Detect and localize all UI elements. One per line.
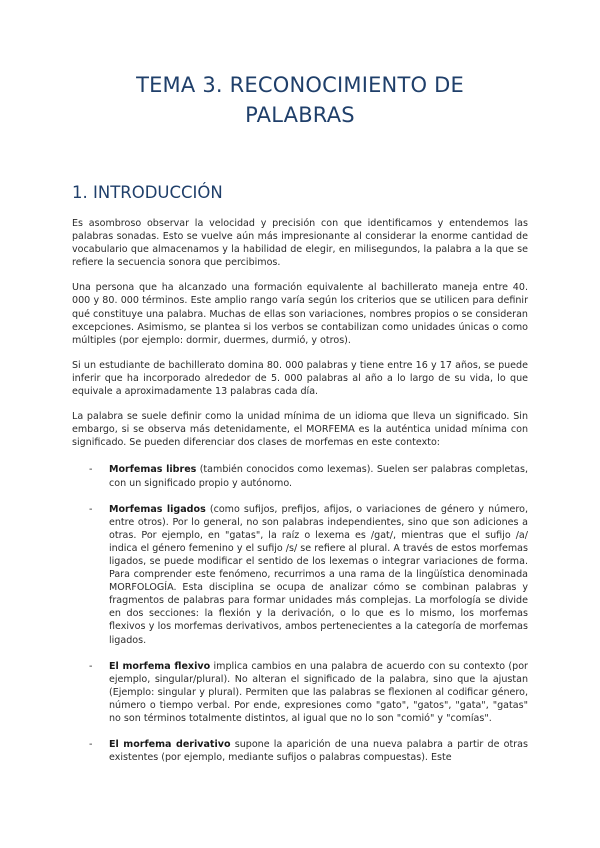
paragraph-4: La palabra se suele definir como la unidad mínima de un idioma que lleva un significado. Sin embargo, si se observa más detenidamente, el MORFEMA es la auténtica unidad mínima con significado. Se pueden diferenciar dos clases de morfemas en este contexto: [72,411,528,449]
list-item [72,660,528,725]
list-item [72,738,528,764]
list-item-text [109,738,528,764]
list-dash: - [89,503,93,515]
list-item-text [109,463,528,489]
list-item [72,463,528,489]
list-item-body: implica cambios en una palabra de acuerdo con su contexto (por ejemplo, singular/plural). No alteran el significado de la palabra, sino que la ajustan (Ejemplo: singular y plural). Permiten que las palabras se flexionen al codificar género, número o tiempo verbal. Por ende, expresiones como "gato", "gatos", "gata", "gatas" no son términos totalmente distintos, al igual que no lo son "comió" y "comías". [109,660,528,724]
list-item-body: supone la aparición de una nueva palabra a partir de otras existentes (por ejemplo, mediante sufijos o palabras compuestas). Este [109,739,529,764]
list-item-term: Morfemas ligados [109,503,206,515]
list-item-body: (como sufijos, prefijos, afijos, o variaciones de género y número, entre otros). Por lo general, no son palabras independientes, sino que son adiciones a otras. Por ejemplo, en "gatas", la raíz o lexema es /gat/, mientras que el sufijo /a/ indica el género femenino y el sufijo /s/ se refiere al plural. A través de estos morfemas ligados, se puede modificar el sentido de los lexemas o integrar variaciones de forma. Para comprender este fenómeno, recurrimos a una rama de la lingüística denominada MORFOLOGÍA. Esta disciplina se ocupa de analizar cómo se combinan palabras y fragmentos de palabras para formar unidades más complejas. La morfología se divide en dos secciones: la flexión y la derivación, o lo que es lo mismo, los morfemas flexivos y los morfemas derivativos, ambos pertenecientes a la categoría de morfemas ligados. [109,503,528,646]
list-item-body: (también conocidos como lexemas). Suelen ser palabras completas, con un significado propio y autónomo. [109,464,528,489]
document-page [72,0,528,777]
list-item-term: El morfema flexivo [109,660,211,672]
list-item-text [109,503,528,647]
list-item-text [109,660,528,725]
list-item-term: El morfema derivativo [109,739,231,751]
list-dash: - [89,660,93,672]
paragraph-2: Una persona que ha alcanzado una formación equivalente al bachillerato maneja entre 40. 000 y 80. 000 términos. Este amplio rango varía según los criterios que se utilicen para definir qué constituye una palabra. Muchas de ellas son variaciones, nombres propios o se consideran excepciones. Asimismo, se plantea si los verbos se contabilizan como unidades únicas o como múltiples (por ejemplo: dormir, duermes, durmió, y otros). [72,282,528,346]
paragraph-3: Si un estudiante de bachillerato domina 80. 000 palabras y tiene entre 16 y 17 años, se puede inferir que ha incorporado alrededor de 5. 000 palabras al año a lo largo de su vida, lo que equivale a aproximadamente 13 palabras cada día. [72,359,528,398]
section-heading: 1. INTRODUCCIÓN [72,183,223,202]
title-line-1: TEMA 3. RECONOCIMIENTO DE [136,73,464,97]
title-line-2: PALABRAS [245,103,355,127]
list-item [72,503,528,647]
paragraph-1: Es asombroso observar la velocidad y precisión con que identificamos y entendemos las palabras sonadas. Esto se vuelve aún más impresionante al considerar la enorme cantidad de vocabulario que almacenamos y la habilidad de elegir, en milisegundos, la palabra a la que se refiere la secuencia sonora que percibimos. [72,218,528,269]
list-dash: - [89,739,93,751]
list-dash: - [89,464,93,476]
list-item-term: Morfemas libres [109,464,197,476]
morpheme-list [72,463,528,764]
document-title [72,70,528,130]
